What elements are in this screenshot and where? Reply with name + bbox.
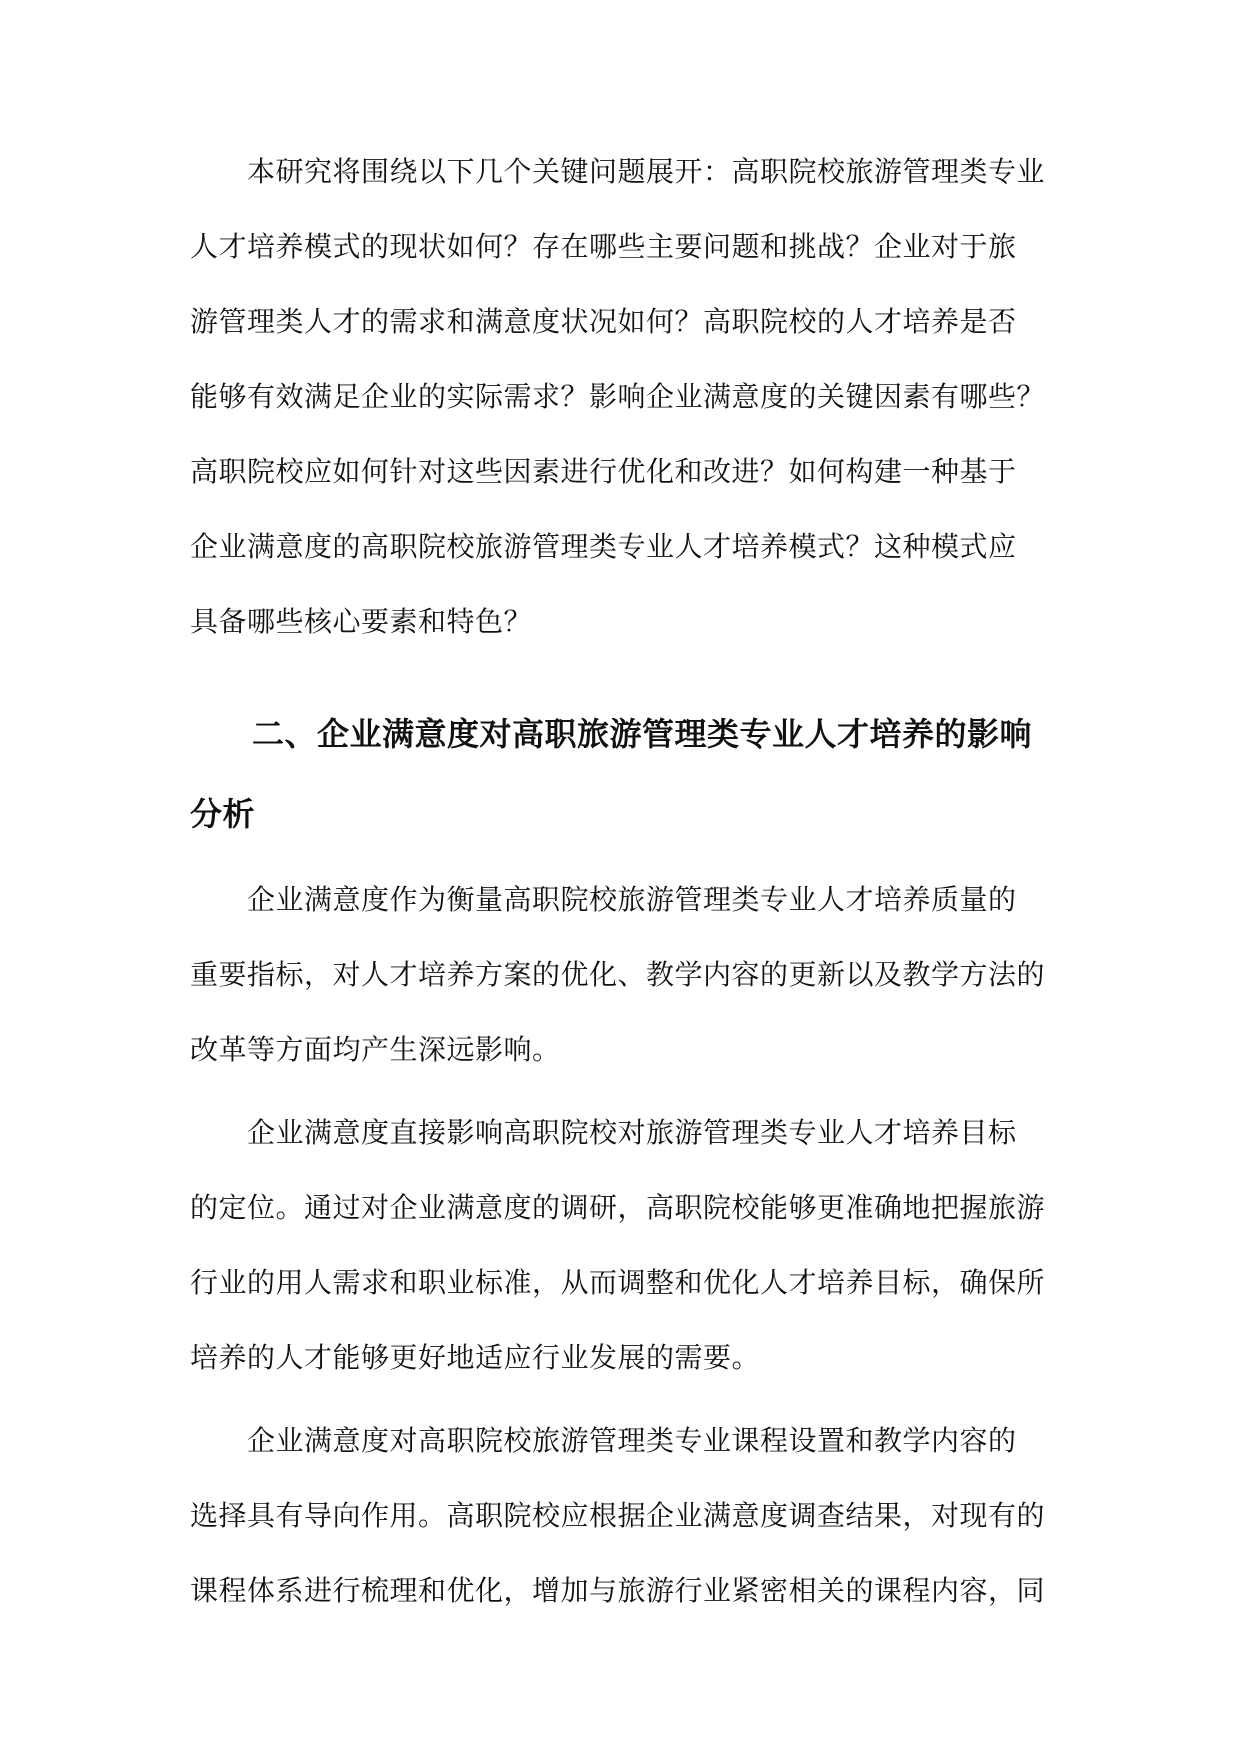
paragraph-line: 的定位。通过对企业满意度的调研，高职院校能够更准确地把握旅游 <box>190 1191 1046 1224</box>
paragraph-line: 课程体系进行梳理和优化，增加与旅游行业紧密相关的课程内容，同 <box>190 1574 1046 1607</box>
section-heading-line-2: 分析 <box>190 795 256 833</box>
paragraph-line: 人才培养模式的现状如何？存在哪些主要问题和挑战？企业对于旅 <box>190 230 1017 263</box>
section-heading-line-1: 二、企业满意度对高职旅游管理类专业人才培养的影响 <box>252 715 1033 753</box>
paragraph-line: 选择具有导向作用。高职院校应根据企业满意度调查结果，对现有的 <box>190 1499 1046 1532</box>
paragraph-line: 重要指标，对人才培养方案的优化、教学内容的更新以及教学方法的 <box>190 958 1046 991</box>
paragraph-line: 高职院校应如何针对这些因素进行优化和改进？如何构建一种基于 <box>190 455 1017 488</box>
paragraph-line: 改革等方面均产生深远影响。 <box>190 1033 561 1066</box>
paragraph-line: 本研究将围绕以下几个关键问题展开：高职院校旅游管理类专业 <box>247 155 1046 188</box>
paragraph-line: 具备哪些核心要素和特色？ <box>190 605 533 638</box>
paragraph-line: 企业满意度的高职院校旅游管理类专业人才培养模式？这种模式应 <box>190 530 1017 563</box>
paragraph-line: 企业满意度对高职院校旅游管理类专业课程设置和教学内容的 <box>247 1424 1017 1457</box>
paragraph-line: 行业的用人需求和职业标准，从而调整和优化人才培养目标，确保所 <box>190 1266 1046 1299</box>
paragraph-line: 培养的人才能够更好地适应行业发展的需要。 <box>190 1341 761 1374</box>
paragraph-line: 企业满意度直接影响高职院校对旅游管理类专业人才培养目标 <box>247 1116 1017 1149</box>
paragraph-line: 企业满意度作为衡量高职院校旅游管理类专业人才培养质量的 <box>247 883 1017 916</box>
paragraph-line: 能够有效满足企业的实际需求？影响企业满意度的关键因素有哪些？ <box>190 380 1046 413</box>
paragraph-line: 游管理类人才的需求和满意度状况如何？高职院校的人才培养是否 <box>190 305 1017 338</box>
